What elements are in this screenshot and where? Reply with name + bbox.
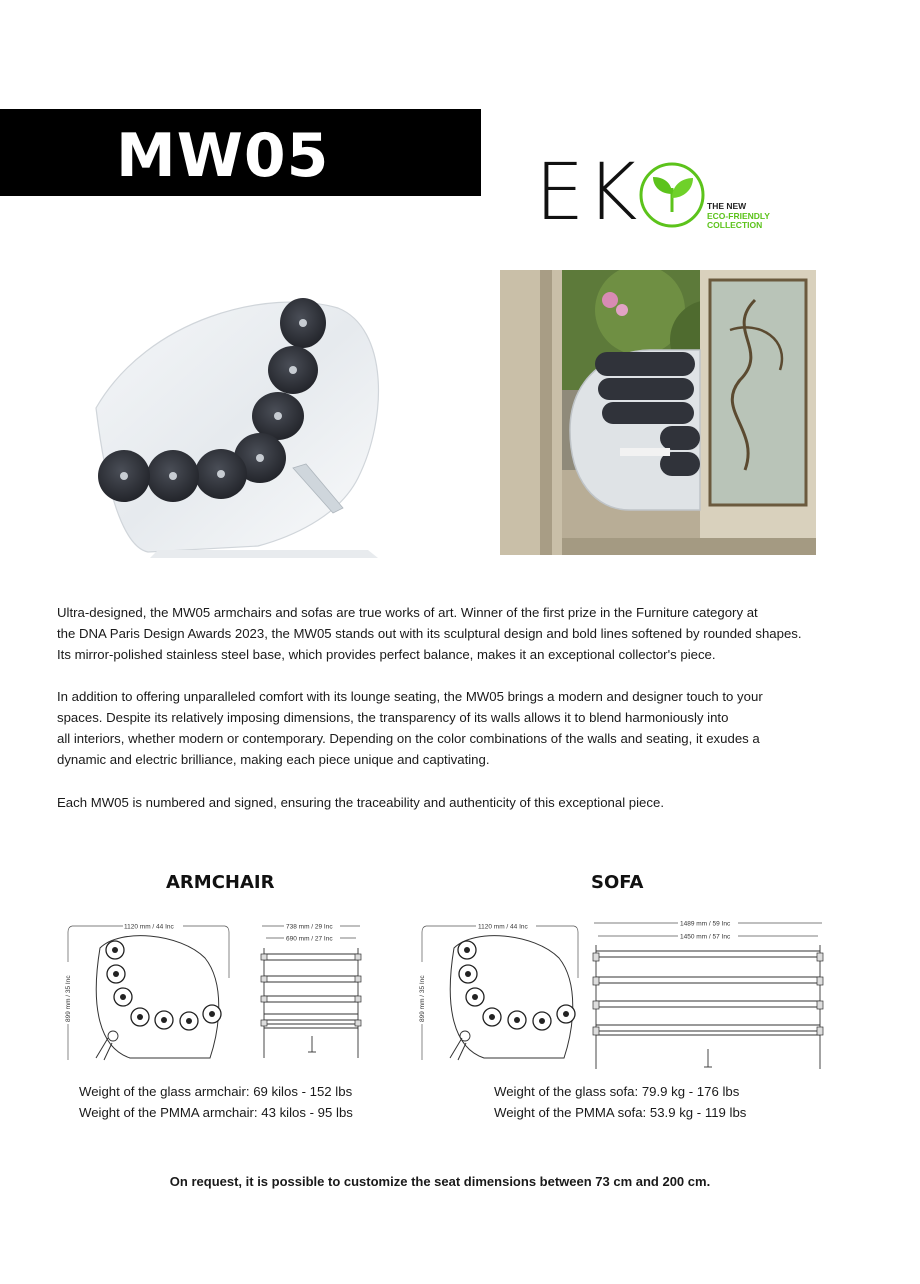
sofa-width-label: 1120 mm / 44 Inc bbox=[478, 923, 528, 931]
sofa-weights bbox=[494, 1081, 746, 1123]
eko-tagline bbox=[707, 202, 770, 231]
armchair-depth-outer-label: 738 mm / 29 Inc bbox=[286, 923, 333, 931]
sofa-length-outer-label: 1489 mm / 59 Inc bbox=[680, 920, 731, 928]
tagline-line-3: COLLECTION bbox=[707, 220, 763, 230]
intro-paragraph-1: Ultra-designed, the MW05 armchairs and sofas are true works of art. Winner of the first prize in the Furniture category at the DNA Paris Design Awards 2023, the MW05 stands out with its sculptural design and bold lines softened by rounded shapes. Its mirror-polished stainless steel base, which provides perfect balance, makes it an exceptional collector's piece. bbox=[57, 605, 802, 662]
intro-paragraph-2: In addition to offering unparalleled comfort with its lounge seating, the MW05 brings a modern and designer touch to your spaces. Despite its relatively imposing dimensions, the transparency of its walls allows it to blend harmoniously into all interiors, whether modern or contemporary. Depending on the color combinations of the walls and seating, it exudes a dynamic and electric brilliance, making each piece unique and captivating. bbox=[57, 689, 763, 767]
eko-logo bbox=[535, 148, 795, 238]
armchair-heading: ARMCHAIR bbox=[166, 872, 275, 893]
eko-logo-letters: EK bbox=[535, 148, 640, 238]
tagline-line-1: THE NEW bbox=[707, 201, 747, 211]
armchair-side-drawing bbox=[60, 918, 235, 1066]
armchair-depth-inner-label: 690 mm / 27 Inc bbox=[286, 935, 333, 943]
sofa-weight-pmma: Weight of the PMMA sofa: 53.9 kg - 119 lbs bbox=[494, 1105, 747, 1120]
armchair-weights bbox=[79, 1081, 353, 1123]
title-banner bbox=[0, 109, 481, 196]
armchair-weight-glass: Weight of the glass armchair: 69 kilos - 152 lbs bbox=[79, 1084, 353, 1099]
sofa-front-drawing bbox=[590, 915, 826, 1073]
armchair-garden-photo bbox=[500, 270, 816, 555]
armchair-weight-pmma: Weight of the PMMA armchair: 43 kilos - 95 lbs bbox=[79, 1105, 353, 1120]
armchair-front-drawing bbox=[258, 918, 366, 1066]
sofa-heading: SOFA bbox=[591, 872, 644, 893]
customization-note: On request, it is possible to customize the seat dimensions between 73 cm and 200 cm. bbox=[169, 1174, 711, 1189]
sofa-side-drawing bbox=[414, 918, 589, 1066]
intro-paragraph-3: Each MW05 is numbered and signed, ensuring the traceability and authenticity of this exceptional piece. bbox=[57, 795, 664, 810]
sofa-length-inner-label: 1450 mm / 57 Inc bbox=[680, 933, 731, 941]
armchair-width-label: 1120 mm / 44 Inc bbox=[124, 923, 174, 931]
sofa-weight-glass: Weight of the glass sofa: 79.9 kg - 176 lbs bbox=[494, 1084, 740, 1099]
armchair-height-label: 899 mm / 35 Inc bbox=[65, 975, 72, 1022]
armchair-product-image bbox=[38, 268, 428, 588]
page-title: MW05 bbox=[116, 121, 330, 191]
tagline-line-2: ECO-FRIENDLY bbox=[707, 210, 770, 221]
sofa-height-label: 899 mm / 35 Inc bbox=[419, 975, 426, 1022]
leaf-icon bbox=[637, 160, 707, 230]
